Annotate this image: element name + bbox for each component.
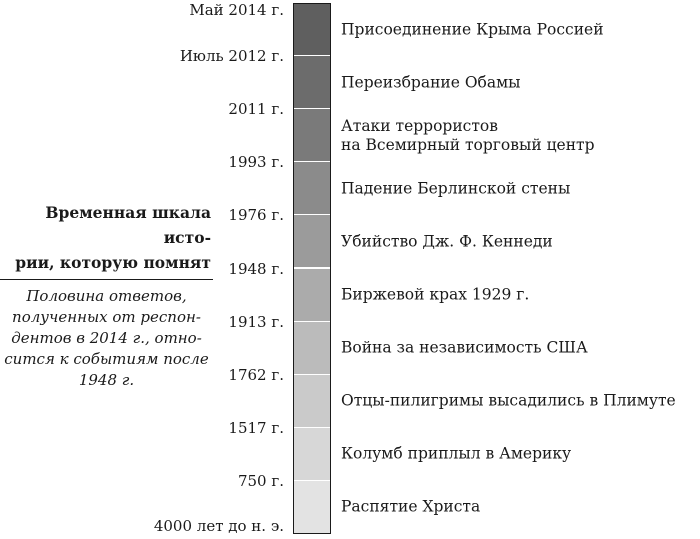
event-label-line: Биржевой крах 1929 г. <box>341 285 530 304</box>
side-note-line: Половина ответов, <box>26 287 187 305</box>
side-note-line: дентов в 2014 г., отно- <box>11 329 202 347</box>
side-title <box>0 200 213 275</box>
date-label: 4000 лет до н. э. <box>153 517 284 535</box>
timeline-segment <box>293 269 331 322</box>
timeline-segment <box>293 322 331 375</box>
date-label: 1762 г. <box>228 365 284 384</box>
timeline-segment <box>293 3 331 56</box>
date-label: 1913 г. <box>228 312 284 331</box>
event-label-line: Присоединение Крыма Россией <box>341 20 604 39</box>
side-divider <box>0 279 213 280</box>
event-label <box>341 286 529 305</box>
date-label: Июль 2012 г. <box>179 47 284 66</box>
timeline-segment <box>293 375 331 428</box>
side-panel <box>0 200 213 391</box>
event-label-line: Переизбрание Обамы <box>341 73 521 92</box>
timeline-segment <box>293 162 331 215</box>
timeline-segment <box>293 215 331 268</box>
side-title-line: рии, которую помнят <box>15 253 211 272</box>
event-label-line: на Всемирный торговый центр <box>341 135 595 154</box>
side-note-line: полученных от респон- <box>12 308 201 326</box>
timeline-segment <box>293 481 331 534</box>
side-note-line: сится к событиям после <box>4 350 209 368</box>
event-label <box>341 117 595 155</box>
event-label-line: Отцы-пилигримы высадились в Плимуте <box>341 391 676 410</box>
date-label: 1517 г. <box>228 418 284 437</box>
side-note-line: 1948 г. <box>78 371 135 389</box>
event-label-line: Война за независимость США <box>341 338 588 357</box>
event-label <box>341 445 571 464</box>
side-note <box>0 286 213 391</box>
event-label-line: Убийство Дж. Ф. Кеннеди <box>341 232 553 251</box>
event-label <box>341 179 570 198</box>
timeline-segment <box>293 109 331 162</box>
date-label: 1993 г. <box>228 153 284 172</box>
event-label-line: Распятие Христа <box>341 497 481 516</box>
date-label: 750 г. <box>237 471 284 490</box>
event-label-line: Колумб приплыл в Америку <box>341 444 572 463</box>
event-label <box>341 498 480 517</box>
event-label-line: Атаки террористов <box>341 116 498 135</box>
side-title-line: Временная шкала исто- <box>45 203 211 247</box>
timeline-bar <box>293 3 331 534</box>
timeline-segment <box>293 428 331 481</box>
event-label <box>341 392 676 411</box>
event-label <box>341 20 604 39</box>
event-label-line: Падение Берлинской стены <box>341 179 571 198</box>
event-label <box>341 73 521 92</box>
event-label <box>341 339 588 358</box>
date-label: 1976 г. <box>228 206 284 225</box>
timeline-segment <box>293 56 331 109</box>
date-label: Май 2014 г. <box>189 1 284 19</box>
event-label <box>341 232 553 251</box>
date-label: 2011 г. <box>228 100 284 119</box>
date-label: 1948 г. <box>228 259 284 278</box>
